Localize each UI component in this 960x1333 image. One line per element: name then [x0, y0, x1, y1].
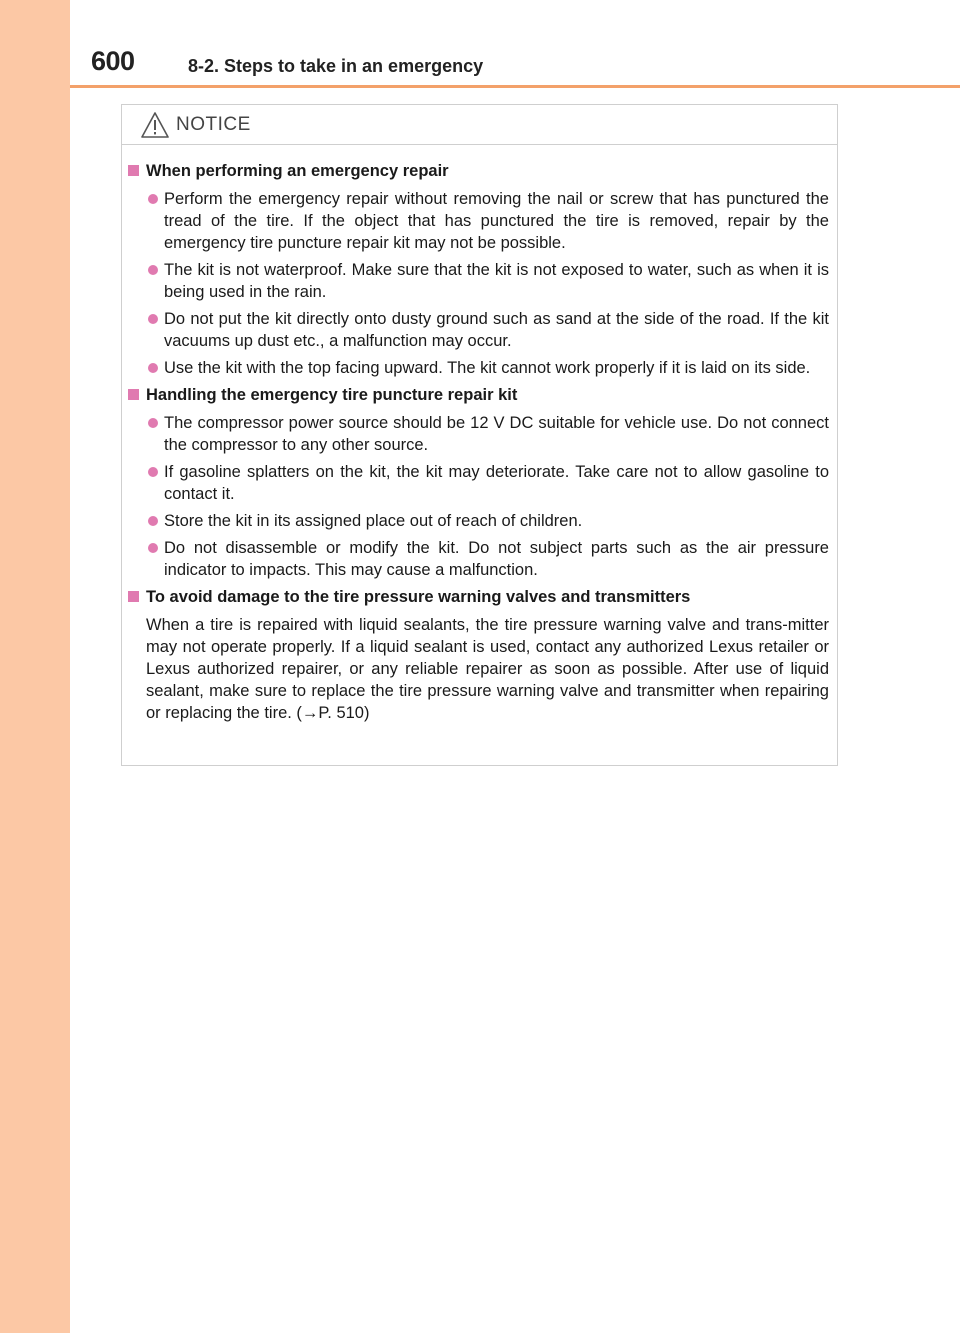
section-paragraph: When a tire is repaired with liquid sealants, the tire pressure warning valve and trans-mitter may not operate properly. If a liquid sealant is used, contact any authorized Lexus retailer or Lexus authorized repairer, or any reliable repairer as soon as possible. After use of liquid sealant, make sure to replace the tire pressure warning valve and transmitter when repairing or replacing the tire. (→P. 510) [146, 616, 829, 722]
section-heading [128, 586, 829, 608]
notice-header [122, 105, 837, 145]
circle-bullet-icon [148, 543, 158, 553]
list-item-text: The kit is not waterproof. Make sure that the kit is not exposed to water, such as when it is being used in the rain. [164, 261, 829, 301]
section-heading-text: Handling the emergency tire puncture repair kit [146, 386, 518, 404]
section-heading [128, 160, 829, 182]
circle-bullet-icon [148, 194, 158, 204]
circle-bullet-icon [148, 314, 158, 324]
section-heading-text: To avoid damage to the tire pressure warning valves and transmitters [146, 588, 691, 606]
warning-triangle-icon [140, 111, 170, 139]
list-item-text: Use the kit with the top facing upward. The kit cannot work properly if it is laid on its side. [164, 359, 811, 377]
side-color-strip [0, 0, 70, 1333]
list-item [128, 412, 829, 456]
circle-bullet-icon [148, 516, 158, 526]
list-item [128, 461, 829, 505]
list-item [128, 259, 829, 303]
notice-body [122, 160, 837, 724]
list-item [128, 357, 829, 379]
list-item-text: Perform the emergency repair without removing the nail or screw that has punctured the tread of the tire. If the object that has punctured the tire is removed, repair by the emergency tire puncture repair kit may not be possible. [164, 190, 829, 252]
list-item [128, 308, 829, 352]
section-title: 8-2. Steps to take in an emergency [188, 56, 484, 76]
header-rule [70, 85, 960, 88]
notice-box [121, 104, 838, 766]
page-header [70, 0, 960, 88]
circle-bullet-icon [148, 418, 158, 428]
list-item-text: If gasoline splatters on the kit, the kit may deteriorate. Take care not to allow gasoline to contact it. [164, 463, 829, 503]
list-item-text: The compressor power source should be 12 V DC suitable for vehicle use. Do not connect the compressor to any other source. [164, 414, 829, 454]
list-item [128, 188, 829, 254]
list-item [128, 537, 829, 581]
circle-bullet-icon [148, 467, 158, 477]
list-item [128, 510, 829, 532]
notice-label: NOTICE [176, 114, 251, 135]
page-number: 600 [91, 46, 135, 76]
square-bullet-icon [128, 389, 139, 400]
square-bullet-icon [128, 591, 139, 602]
list-item-text: Do not put the kit directly onto dusty ground such as sand at the side of the road. If the kit vacuums up dust etc., a malfunction may occur. [164, 310, 829, 350]
circle-bullet-icon [148, 363, 158, 373]
circle-bullet-icon [148, 265, 158, 275]
list-item-text: Store the kit in its assigned place out of reach of children. [164, 512, 583, 530]
section-heading-text: When performing an emergency repair [146, 162, 449, 180]
section-heading [128, 384, 829, 406]
square-bullet-icon [128, 165, 139, 176]
list-item-text: Do not disassemble or modify the kit. Do not subject parts such as the air pressure indicator to impacts. This may cause a malfunction. [164, 539, 829, 579]
